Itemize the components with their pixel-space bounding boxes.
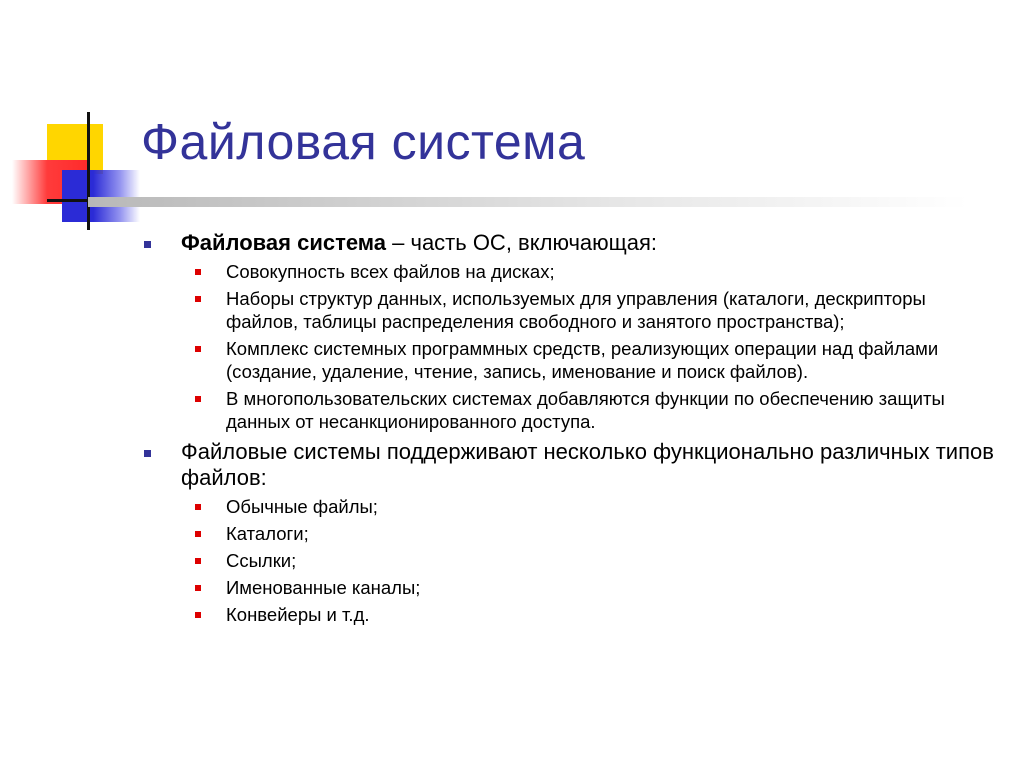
bullet-square-icon <box>144 241 151 248</box>
sub-bullet-text: Именованные каналы; <box>226 577 421 598</box>
bullet-item-file-types <box>143 439 1003 626</box>
sub-bullet-square-icon <box>195 269 201 275</box>
sub-bullet-square-icon <box>195 612 201 618</box>
bullet-square-icon <box>144 450 151 457</box>
sub-bullet-text: Ссылки; <box>226 550 297 571</box>
sub-bullet-item <box>181 260 1003 283</box>
bullet-list <box>143 230 1003 626</box>
sub-bullet-square-icon <box>195 558 201 564</box>
bullet-text: – часть ОС, включающая: <box>386 230 658 255</box>
sub-bullet-list <box>181 495 1003 626</box>
logo-vertical-line <box>87 112 90 230</box>
sub-bullet-square-icon <box>195 531 201 537</box>
sub-bullet-square-icon <box>195 396 201 402</box>
sub-bullet-square-icon <box>195 296 201 302</box>
bullet-item-file-system <box>143 230 1003 433</box>
sub-bullet-item <box>181 522 1003 545</box>
sub-bullet-square-icon <box>195 585 201 591</box>
sub-bullet-text: Комплекс системных программных средств, реализующих операции над файлами (создание, удаление, чтение, запись, именование и поиск файлов). <box>226 338 939 382</box>
sub-bullet-item <box>181 287 1003 333</box>
sub-bullet-item <box>181 549 1003 572</box>
sub-bullet-list <box>181 260 1003 433</box>
slide-content <box>143 230 1003 632</box>
sub-bullet-square-icon <box>195 504 201 510</box>
sub-bullet-text: Конвейеры и т.д. <box>226 604 370 625</box>
sub-bullet-text: Наборы структур данных, используемых для управления (каталоги, дескрипторы файлов, таблицы распределения свободного и занятого пространства); <box>226 288 926 332</box>
sub-bullet-item <box>181 576 1003 599</box>
bullet-term: Файловая система <box>181 230 387 255</box>
sub-bullet-item <box>181 495 1003 518</box>
bullet-text: Файловые системы поддерживают несколько функционально различных типов файлов: <box>181 439 994 490</box>
sub-bullet-item <box>181 603 1003 626</box>
sub-bullet-item <box>181 337 1003 383</box>
sub-bullet-text: В многопользовательских системах добавляются функции по обеспечению защиты данных от несанкционированного доступа. <box>226 388 945 432</box>
sub-bullet-text: Совокупность всех файлов на дисках; <box>226 261 555 282</box>
slide-title: Файловая система <box>141 114 586 170</box>
sub-bullet-square-icon <box>195 346 201 352</box>
sub-bullet-item <box>181 387 1003 433</box>
logo-blue-square <box>62 170 140 222</box>
sub-bullet-text: Обычные файлы; <box>226 496 378 517</box>
sub-bullet-text: Каталоги; <box>226 523 309 544</box>
title-underline <box>88 197 968 207</box>
